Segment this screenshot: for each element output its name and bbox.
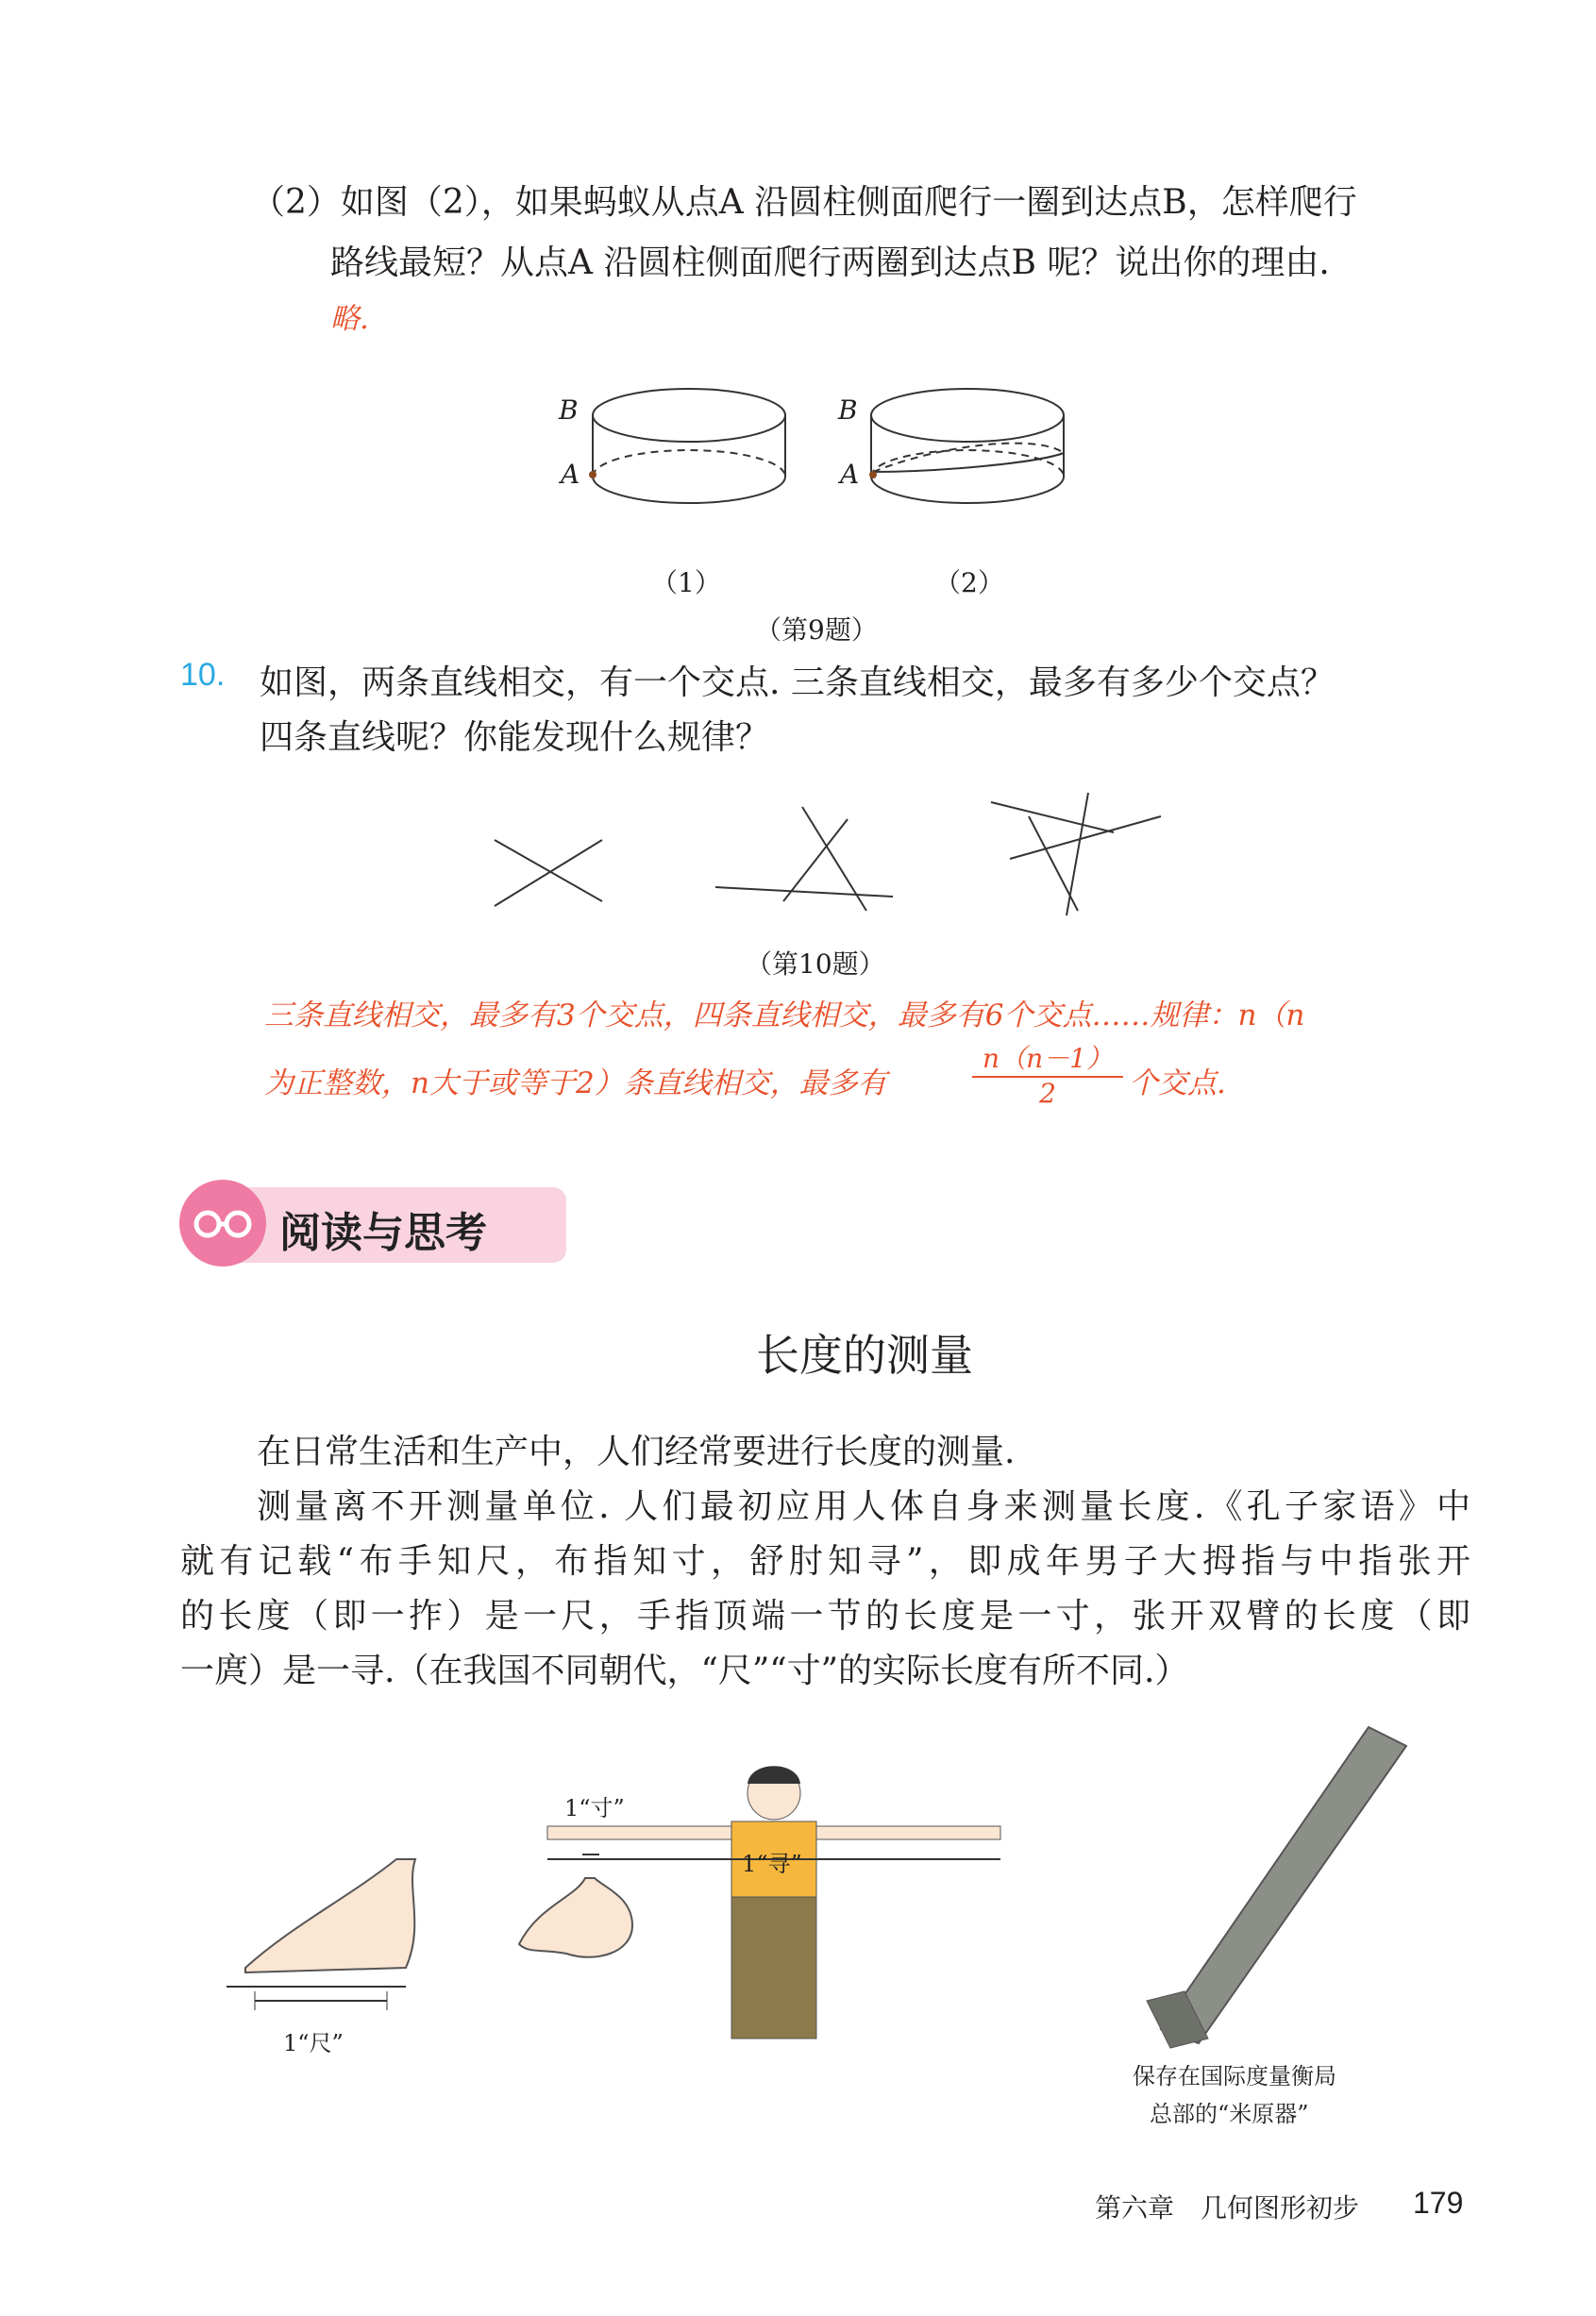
label-B-1: B xyxy=(559,394,579,426)
meter-prototype-bar-illustration xyxy=(1147,1727,1406,2048)
paragraph-2-line2: 就有记载“布手知尺，布指知寸，舒肘知寻”，即成年男子大拇指与中指张开 xyxy=(180,1542,1470,1581)
page-number: 179 xyxy=(1413,2186,1464,2220)
fig10-caption: （第10题） xyxy=(746,948,885,980)
fig9-sub1: （1） xyxy=(651,567,721,598)
footer-chapter: 第六章 几何图形初步 xyxy=(1095,2192,1360,2224)
label-A-1: A xyxy=(561,459,580,490)
q10-answer-line1: 三条直线相交，最多有3个交点，四条直线相交，最多有6个交点……规律：n（n xyxy=(264,999,1305,1032)
cun-label: 1“寸” xyxy=(564,1795,625,1821)
paragraph-2-line4: 一庹）是一寻.（在我国不同朝代，“尺”“寸”的实际长度有所不同.） xyxy=(180,1652,1189,1690)
measurement-illustrations xyxy=(217,1718,1444,2057)
glasses-icon xyxy=(179,1180,266,1267)
intersecting-lines-figures xyxy=(481,783,1180,925)
thumb-illustration xyxy=(519,1854,632,1957)
article-title: 长度的测量 xyxy=(756,1330,973,1381)
q10-line1: 如图，两条直线相交，有一个交点. 三条直线相交，最多有多少个交点？ xyxy=(260,663,1335,702)
xun-label: 1“寻” xyxy=(742,1851,802,1877)
reading-badge-label: 阅读与思考 xyxy=(279,1209,487,1257)
fraction-denominator: 2 xyxy=(1039,1078,1056,1109)
chi-label: 1“尺” xyxy=(283,2030,344,2056)
label-B-2: B xyxy=(838,394,858,426)
meter-caption-line2: 总部的“米原器” xyxy=(1150,2101,1309,2127)
q10-answer-line2a: 为正整数，n大于或等于2）条直线相交，最多有 xyxy=(264,1066,887,1100)
q9-part2-line1: （2）如图（2），如果蚂蚁从点A 沿圆柱侧面爬行一圈到达点B，怎样爬行 xyxy=(251,183,1357,222)
meter-caption-line1: 保存在国际度量衡局 xyxy=(1133,2063,1336,2089)
fig9-sub2: （2） xyxy=(934,567,1004,598)
q9-answer: 略. xyxy=(330,302,369,336)
hand-span-illustration xyxy=(227,1859,415,2010)
cylinder-figures xyxy=(547,378,1095,529)
paragraph-1: 在日常生活和生产中，人们经常要进行长度的测量. xyxy=(257,1433,1016,1471)
q10-number: 10. xyxy=(180,657,226,693)
paragraph-2-line3: 的长度（即一拃）是一尺，手指顶端一节的长度是一寸，张开双臂的长度（即 xyxy=(180,1597,1470,1636)
fraction-numerator: n（n－1） xyxy=(972,1038,1123,1078)
q10-answer-line2b: 个交点. xyxy=(1129,1066,1226,1100)
label-A-2: A xyxy=(840,459,860,490)
fig9-caption: （第9题） xyxy=(755,614,878,646)
q10-line2: 四条直线呢？你能发现什么规律？ xyxy=(260,718,770,757)
q9-part2-line2: 路线最短？从点A 沿圆柱侧面爬行两圈到达点B 呢？说出你的理由. xyxy=(330,243,1330,282)
paragraph-2-line1: 测量离不开测量单位. 人们最初应用人体自身来测量长度.《孔子家语》中 xyxy=(257,1487,1470,1526)
